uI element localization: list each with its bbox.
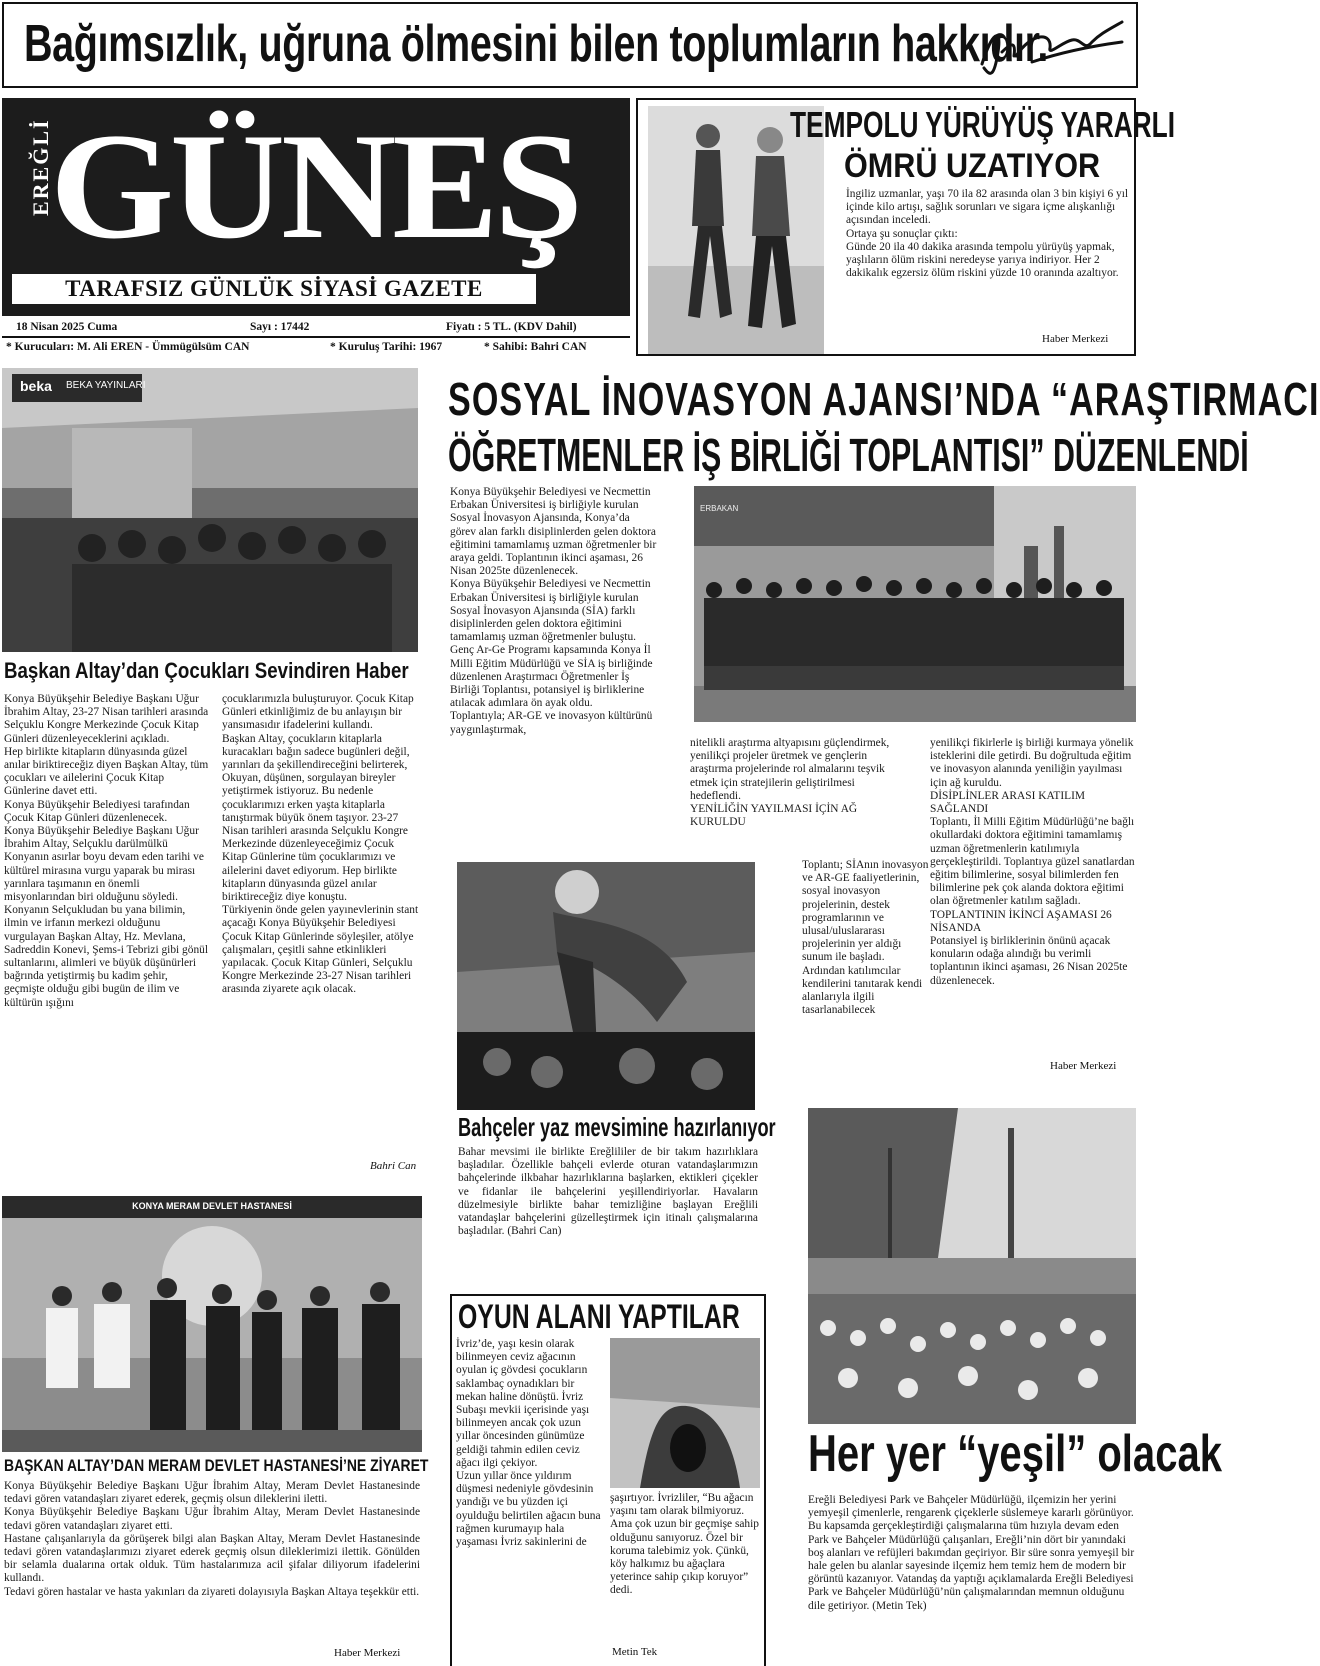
tulip-photo — [808, 1108, 1136, 1424]
hospital-photo — [2, 1196, 422, 1452]
walking-body: İngiliz uzmanlar, yaşı 70 ila 82 arasında olan 3 bin kişiyi 6 yıl içinde kilo artışı, sağlık sorunları ve sigara içme alışkanlığı açısından inceledi. Ortaya şu sonuçlar çıktı: Günde 20 ila 40 dakika arasında tempolu yürüyüş yapmak, yaşlıların ölüm riskini neredeyse yarıya indiriyor. Her 2 dakikalık egzersiz ölüm riskini yüzde 10 oranında azaltıyor. — [846, 188, 1129, 280]
hospital-byline: Haber Merkezi — [334, 1647, 401, 1659]
masthead-date: 18 Nisan 2025 Cuma — [16, 321, 118, 333]
walking-byline: Haber Merkezi — [1042, 333, 1109, 345]
sia-byline: Haber Merkezi — [1050, 1060, 1117, 1072]
signature — [972, 12, 1132, 84]
masthead-owner: * Sahibi: Bahri CAN — [484, 341, 587, 353]
masthead-subtitle: TARAFSIZ GÜNLÜK SİYASİ GAZETE — [12, 274, 536, 304]
altay-kids-col-2: çocuklarımızla buluşturuyor. Çocuk Kitap Günleri etkinliğimiz de bu anlayışın bir yansımasıdır ifadelerini kullandı. Başkan Altay, çocukların kitaplarla kuracakları bağın sadece bugünleri değil, yarınları da şekillendireceğini belirterek, Okuyan, düşünen, sorgulayan bireyler yetiştirmek istiyoruz. Bu nedenle çocuklarımızı erken yaşta kitaplarla tanıştırmak büyük önem taşıyor. 23-27 Nisan tarihleri arasında Selçuklu Kongre Merkezinde düzenleyeceğimiz Çocuk Kitap Günlerine tüm çocuklarımızı ve ailelerini davet ediyorum. Hep birlikte kitapların dünyasında güzel anılar biriktireceğiz diye konuştu. Türkiyenin önde gelen yayınevlerinin stant açacağı Konya Büyükşehir Belediyesi Çocuk Kitap Günlerinde söyleşiler, atölye çalışmaları, çeşitli sahne etkinlikleri yapılacak. Çocuk Kitap Günleri, Selçuklu Kongre Merkezinde 23-27 Nisan tarihleri arasında ziyarete açık olacak. — [222, 693, 419, 996]
walking-title-1: TEMPOLU YÜRÜYÜŞ YARARLI — [790, 104, 1176, 145]
sia-col-3: yenilikçi fikirlerle iş birliği kurmaya yönelik isteklerini dile getirdi. Bu doğrultuda eğitim ve inovasyon alanında yeniliğin yayılması için ağ kuruldu. DİSİPLİNLER ARASI KATILIM SAĞLANDI Toplantı, İl Milli Eğitim Müdürlüğü’ne bağlı okullardaki doktora eğitimini tamamlamış uzman öğretmenlerin katılımıyla gerçekleştirildi. Toplantıya güzel sanatlardan eğitim bilimlerine, sosyal bilimlerden fen bilimlerine pek çok alanda doktora eğitimi olan öğretmenler katılım sağladı. TOPLANTININ İKİNCİ AŞAMASI 26 NİSANDA Potansiyel iş birliklerinin önünü açacak konuların odağa alındığı bu verimli toplantının ikinci aşaması, 26 Nisan 2025te düzenlenecek. — [930, 737, 1135, 987]
altay-kids-title: Başkan Altay’dan Çocukları Sevindiren Haber — [4, 658, 409, 683]
sia-photo — [694, 486, 1136, 722]
sia-col-2: nitelikli araştırma altyapısını güçlendirmek, yenilikçi projeler üretmek ve gençlerin araştırma projelerinde rol almalarını teşvik etmek için stratejilerin geliştirilmesi hedeflendi. YENİLİĞİN YAYILMASI İÇİN AĞ KURULDU — [690, 737, 890, 829]
playground-col-1: İvriz’de, yaşı kesin olarak bilinmeyen ceviz ağacının oyulan iç gövdesi çocukların saklambaç oynadıkları bir mekan haline dönüştü. İvriz Subaşı mevkii içerisinde yaşı bilinmeyen ancak çok uzun yıllar öncesinden günümüze geldiği tahmin edilen ceviz ağacı ilgi çekiyor. Uzun yıllar önce yıldırım düşmesi nedeniyle gövdesinin yandığı ve bu yüzden içi oyulduğu belirtilen ağacın buna rağmen kurumayıp hala yaşaması İvriz sakinlerini de — [456, 1338, 601, 1549]
masthead-rule — [2, 336, 630, 338]
book-fair-sign-1: beka — [20, 378, 52, 394]
altay-kids-byline: Bahri Can — [370, 1160, 417, 1172]
masthead-founders: * Kurucuları: M. Ali EREN - Ümmügülsüm CAN — [6, 341, 250, 353]
sia-title-2: ÖĞRETMENLER İŞ BİRLİĞİ TOPLANTISI” DÜZENLENDİ — [448, 429, 1249, 481]
hospital-sign: KONYA MERAM DEVLET HASTANESİ — [132, 1201, 292, 1211]
playground-title: OYUN ALANI YAPTILAR — [458, 1298, 740, 1336]
garden-photo — [457, 862, 755, 1110]
hospital-title: BAŞKAN ALTAY’DAN MERAM DEVLET HASTANESİ’NE ZİYARET — [4, 1456, 429, 1475]
book-fair-photo — [2, 368, 418, 652]
quote-text: Bağımsızlık, uğruna ölmesini bilen toplumların hakkıdır. — [24, 15, 1049, 73]
green-body: Ereğli Belediyesi Park ve Bahçeler Müdürlüğü, ilçemizin her yerini yemyeşil çimenlerle, rengarenk çiçeklerle süslemeye kararlı görünüyor. Bu kapsamda gerçekleştirdiği çalışmalarına tüm hızıyla devam eden Park ve Bahçeler Müdürlüğü çalışanları, Ereğli’nin dört bir yanındaki boş alanları ve refüjleri bakımdan geçiriyor. Bir süre sonra yemyeşil bir hale gelen bu alanlar sayesinde ilçemiz hem temiz hem de modern bir görüntü kazanıyor. Vatandaş da yaptığı açıklamalarda Ereğli Belediyesi Park ve Bahçeler Müdürlüğü’nün çalışmalarından memnun olduğunu dile getiriyor. (Metin Tek) — [808, 1494, 1135, 1612]
masthead-founded: * Kuruluş Tarihi: 1967 — [330, 341, 443, 353]
playground-byline: Metin Tek — [612, 1646, 658, 1658]
sia-col-2b: Toplantı; SİAnın inovasyon ve AR-GE faaliyetlerinin, sosyal inovasyon projelerinin, destek programlarının ve ulusal/uluslararası projelerinin yer aldığı sunum ile başladı. Ardından katılımcılar kendilerini tanıtarak kendi alanlarıyla ilgili tasarlanabilecek — [802, 859, 929, 1017]
walking-title-2: ÖMRÜ UZATIYOR — [844, 147, 1101, 185]
sia-photo-sign: ERBAKAN — [700, 504, 739, 513]
gardens-title: Bahçeler yaz mevsimine hazırlanıyor — [458, 1112, 776, 1142]
masthead-prefix: EREĞLİ — [28, 118, 53, 216]
gardens-body: Bahar mevsimi ile birlikte Ereğlililer de bir takım hazırlıklara başladılar. Özellikle bahçeli evlerde oturan vatandaşlarımızın bahçelerinde ilkbahar hazırlıklarına başlarken, ektikleri çiçekler ve fidanlar ile bahçelerini yeşillendiriyorlar. Havaların düzelmesiyle birlikte bahar temizliğine başlayan Ereğlili vatandaşlar bahçelerini güzelleştirmek için itinalı çalışmalarına başladılar. (Bahri Can) — [458, 1146, 758, 1238]
altay-kids-col-1: Konya Büyükşehir Belediye Başkanı Uğur İbrahim Altay, 23-27 Nisan tarihleri arasında Selçuklu Kongre Merkezinde Çocuk Kitap Günleri düzenleyeceklerini açıkladı. Hep birlikte kitapların dünyasında güzel anılar biriktireceğiz diyen Başkan Altay, tüm çocukları ve ailelerini Çocuk Kitap Günlerine davet etti. Konya Büyükşehir Belediyesi tarafından Çocuk Kitap Günleri düzenlenecek. Konya Büyükşehir Belediye Başkanı Uğur İbrahim Altay, Selçuklu darülmülkü Konyanın asırlar boyu devam eden tarihi ve kültürel mirasına vurgu yaparak bu mirası yarınlara taşımanın en önemli misyonlarından biri olduğunu söyledi. Konyanın Selçukludan bu yana bilimin, ilmin ve irfanın merkezi olduğunu vurgulayan Başkan Altay, Hz. Mevlana, Sadreddin Konevi, Şems-i Tebrizi gibi gönül sultanlarını, alimleri ve büyük düşünürleri bağrında yetiştirmiş bu kadim şehir, geçmişte olduğu gibi bugün de ilim ve kültürün ışığını — [4, 693, 209, 1009]
masthead — [2, 98, 630, 316]
sia-title-1: SOSYAL İNOVASYON AJANSI’NDA “ARAŞTIRMACI — [448, 373, 1320, 425]
walnut-tree-photo — [610, 1338, 760, 1488]
walking-article — [636, 98, 1176, 356]
playground-box — [450, 1294, 766, 1666]
hospital-body: Konya Büyükşehir Belediye Başkanı Uğur İbrahim Altay, Meram Devlet Hastanesinde tedavi gören vatandaşları ziyaret ederek, geçmiş olsun dileklerini iletti. Konya Büyükşehir Belediye Başkanı Uğur İbrahim Altay, Meram Devlet Hastanesinde tedavi gören vatandaşları ziyaret etti. Hastane çalışanlarıyla da görüşerek bilgi alan Başkan Altay, Meram Devlet Hastanesinde tedavi gören vatandaşlarımızı ziyaret ederek geçmiş olsun dileklerimizi ilettik. Gönülden bir selamla dualarına ortak olduk. Tüm hastalarımıza acil şifalar diliyorum ifadelerini kullandı. Tedavi gören hastalar ve hasta yakınları da ziyareti dolayısıyla Başkan Altaya teşekkür etti. — [4, 1480, 420, 1598]
masthead-title: GÜNEŞ — [50, 102, 579, 270]
sia-col-1: Konya Büyükşehir Belediyesi ve Necmettin Erbakan Üniversitesi iş birliğiyle kurulan Sosyal İnovasyon Ajansında, Konya’da görev alan farklı disiplinlerden gelen doktora eğitimini tamamlamış uzman öğretmenler bir araya geldi. Toplantının ikinci aşaması, 26 Nisan 2025te düzenlenecek. Konya Büyükşehir Belediyesi ve Necmettin Erbakan Üniversitesi iş birliğiyle kurulan Sosyal İnovasyon Ajansında (SİA) farklı disiplinlerden gelen doktora eğitimini tamamlamış uzman öğretmenler buluştu. Genç Ar-Ge Programı kapsamında Konya İl Milli Eğitim Müdürlüğü ve SİA iş birliğinde düzenlenen Araştırmacı Öğretmenler İş Birliği Toplantısı, potansiyel iş birliklerine atılacak adımlara ön ayak oldu. Toplantıyla; AR-GE ve inovasyon kültürünü yaygınlaştırmak, — [450, 486, 657, 736]
playground-col-2: şaşırtıyor. İvrizliler, “Bu ağacın yaşını tam olarak bilmiyoruz. Ama çok uzun bir geçmişe sahip olduğunu sanıyoruz. Özel bir koruma talebimiz yok. Çünkü, köy halkımız bu ağaçlara yeterince sahip çıkıp koruyor” dedi. — [610, 1492, 759, 1597]
masthead-price: Fiyatı : 5 TL. (KDV Dahil) — [446, 321, 577, 333]
green-title: Her yer “yeşil” olacak — [808, 1425, 1223, 1483]
masthead-issue: Sayı : 17442 — [250, 321, 310, 333]
book-fair-sign-2: BEKA YAYINLARI — [66, 380, 146, 391]
quote-banner — [2, 2, 1138, 88]
